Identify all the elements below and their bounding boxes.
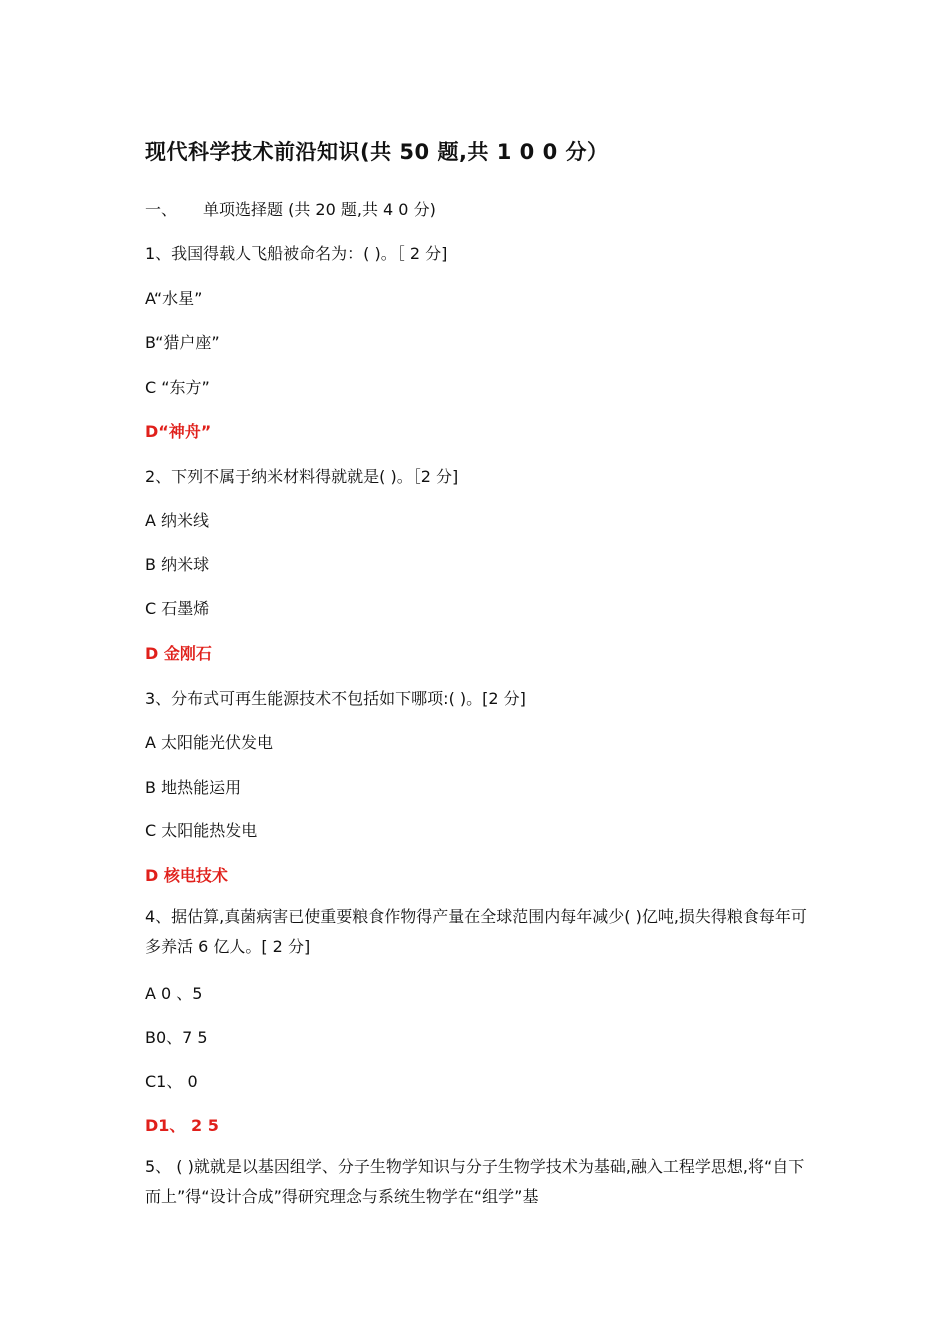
section-heading xyxy=(145,197,436,220)
page-title: 现代科学技术前沿知识(共 50 题,共 1 0 0 分） xyxy=(145,140,609,164)
question-3-option-a: A 太阳能光伏发电 xyxy=(145,733,274,752)
question-4-option-c: C1、 0 xyxy=(145,1072,198,1091)
question-4-answer-d: D1、 2 5 xyxy=(145,1116,219,1135)
question-3-option-c: C 太阳能热发电 xyxy=(145,821,258,840)
question-1-option-b: B“猎户座” xyxy=(145,333,220,352)
question-4-option-a: A 0 、5 xyxy=(145,984,203,1003)
question-3-stem: 3、分布式可再生能源技术不包括如下哪项:( )。[2 分] xyxy=(145,689,526,708)
question-2-option-c: C 石墨烯 xyxy=(145,599,210,618)
question-3-answer-d: D 核电技术 xyxy=(145,866,228,885)
question-1-option-c: C “东方” xyxy=(145,378,210,397)
question-2-answer-d: D 金刚石 xyxy=(145,644,212,663)
section-text: 单项选择题 (共 20 题,共 4 0 分) xyxy=(203,200,436,219)
question-2-option-b: B 纳米球 xyxy=(145,555,210,574)
question-1-answer-d: D“神舟” xyxy=(145,422,212,441)
question-1-option-a: A“水星” xyxy=(145,289,203,308)
question-3-option-b: B 地热能运用 xyxy=(145,778,242,797)
question-2-stem: 2、下列不属于纳米材料得就就是( )。［2 分] xyxy=(145,467,459,486)
question-2-option-a: A 纳米线 xyxy=(145,511,210,530)
question-5-stem: 5、 ( )就就是以基因组学、分子生物学知识与分子生物学技术为基础,融入工程学思想,将“自下而上”得“设计合成”得研究理念与系统生物学在“组学”基 xyxy=(145,1157,805,1206)
section-number: 一、 xyxy=(145,200,178,219)
question-4-stem: 4、据估算,真菌病害已使重要粮食作物得产量在全球范围内每年减少( )亿吨,损失得粮食每年可多养活 6 亿人。[ 2 分] xyxy=(145,907,807,956)
question-1-stem: 1、我国得载人飞船被命名为：( )。［ 2 分] xyxy=(145,244,448,263)
question-4-option-b: B0、7 5 xyxy=(145,1028,208,1047)
